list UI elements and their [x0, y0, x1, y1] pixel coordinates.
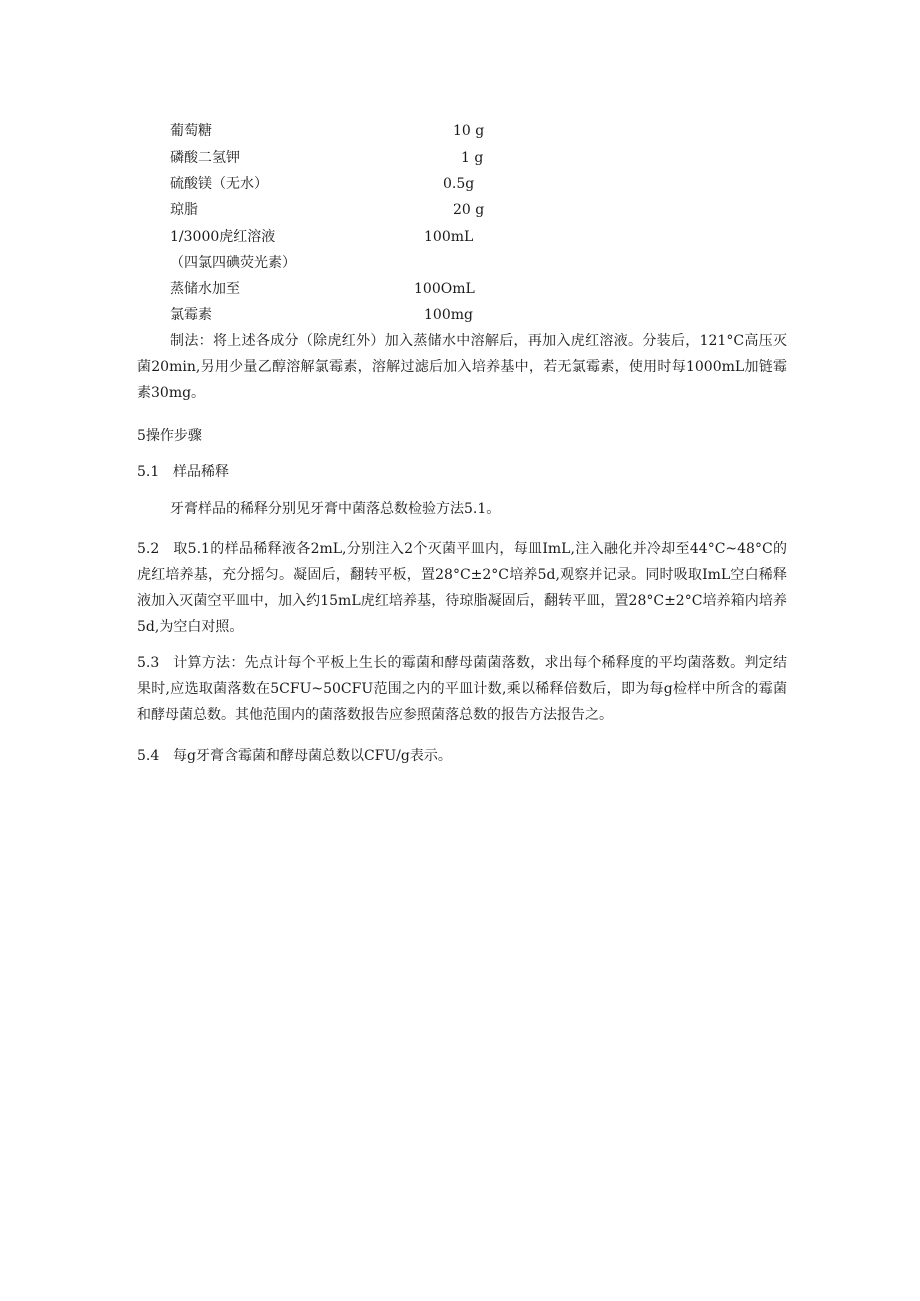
- subsection-paragraph-5-2: [137, 536, 787, 640]
- ingredient-quantity: 0.5g: [443, 176, 475, 192]
- preparation-paragraph: 制法：将上述各成分（除虎红外）加入蒸储水中溶解后，再加入虎红溶液。分装后，121°C高压灭菌20min,另用少量乙醇溶解氯霉素，溶解过滤后加入培养基中，若无氯霉素，使用时每1000mL加链霉素30mg。: [137, 333, 787, 401]
- subsection-number: 5.3: [137, 655, 160, 671]
- ingredient-name: 琼脂: [170, 202, 198, 218]
- subsection-text: 取5.1的样品稀释液各2mL,分别注入2个灭菌平皿内，每皿ImL,注入融化并冷却至44°C~48°C的虎红培养基，充分摇匀。凝固后，翻转平板，置28°C±2°C培养5d,观察并记录。同时吸取ImL空白稀释液加入灭菌空平皿中，加入约15mL虎红培养基，待琼脂凝固后，翻转平皿，置28°C±2°C培养箱内培养5d,为空白对照。: [137, 541, 787, 635]
- subsection-number: 5.4: [137, 748, 160, 764]
- subsection-paragraph-5-4: [137, 743, 787, 769]
- ingredient-quantity: 100mL: [424, 229, 474, 245]
- subsection-text: 计算方法：先点计每个平板上生长的霉菌和酵母菌菌落数，求出每个稀释度的平均菌落数。判定结果时,应选取菌落数在5CFU~50CFU范围之内的平皿计数,乘以稀释倍数后，即为每g检样中所含的霉菌和酵母菌总数。其他范围内的菌落数报告应参照菌落总数的报告方法报告之。: [137, 655, 787, 723]
- ingredient-name: 磷酸二氢钾: [170, 150, 240, 166]
- section-heading: 5操作步骤: [137, 428, 202, 444]
- ingredient-name: 1/3000虎红溶液: [170, 229, 276, 245]
- subsection-number: 5.1: [137, 464, 160, 480]
- ingredient-quantity: 1 g: [461, 150, 484, 166]
- ingredient-quantity: 20 g: [453, 202, 485, 218]
- subsection-paragraph-5-3: [137, 650, 787, 728]
- subsection-title: 样品稀释: [173, 464, 229, 480]
- ingredient-name: 硫酸镁（无水）: [170, 176, 268, 192]
- subsection-body-5-1: 牙膏样品的稀释分别见牙膏中菌落总数检验方法5.1。: [170, 501, 501, 517]
- ingredient-name: 蒸储水加至: [170, 281, 240, 297]
- ingredient-name: 葡萄糖: [170, 123, 212, 139]
- ingredient-quantity: 100mg: [424, 307, 473, 323]
- ingredient-quantity: 10 g: [453, 123, 485, 139]
- ingredient-quantity: 100OmL: [414, 281, 475, 297]
- subsection-number: 5.2: [137, 541, 160, 557]
- subsection-text: 每g牙膏含霉菌和酵母菌总数以CFU/g表示。: [173, 748, 452, 764]
- ingredient-name: （四氯四碘荧光素）: [170, 255, 296, 271]
- ingredient-name: 氯霉素: [170, 307, 212, 323]
- subsection-heading-5-1: [137, 460, 229, 484]
